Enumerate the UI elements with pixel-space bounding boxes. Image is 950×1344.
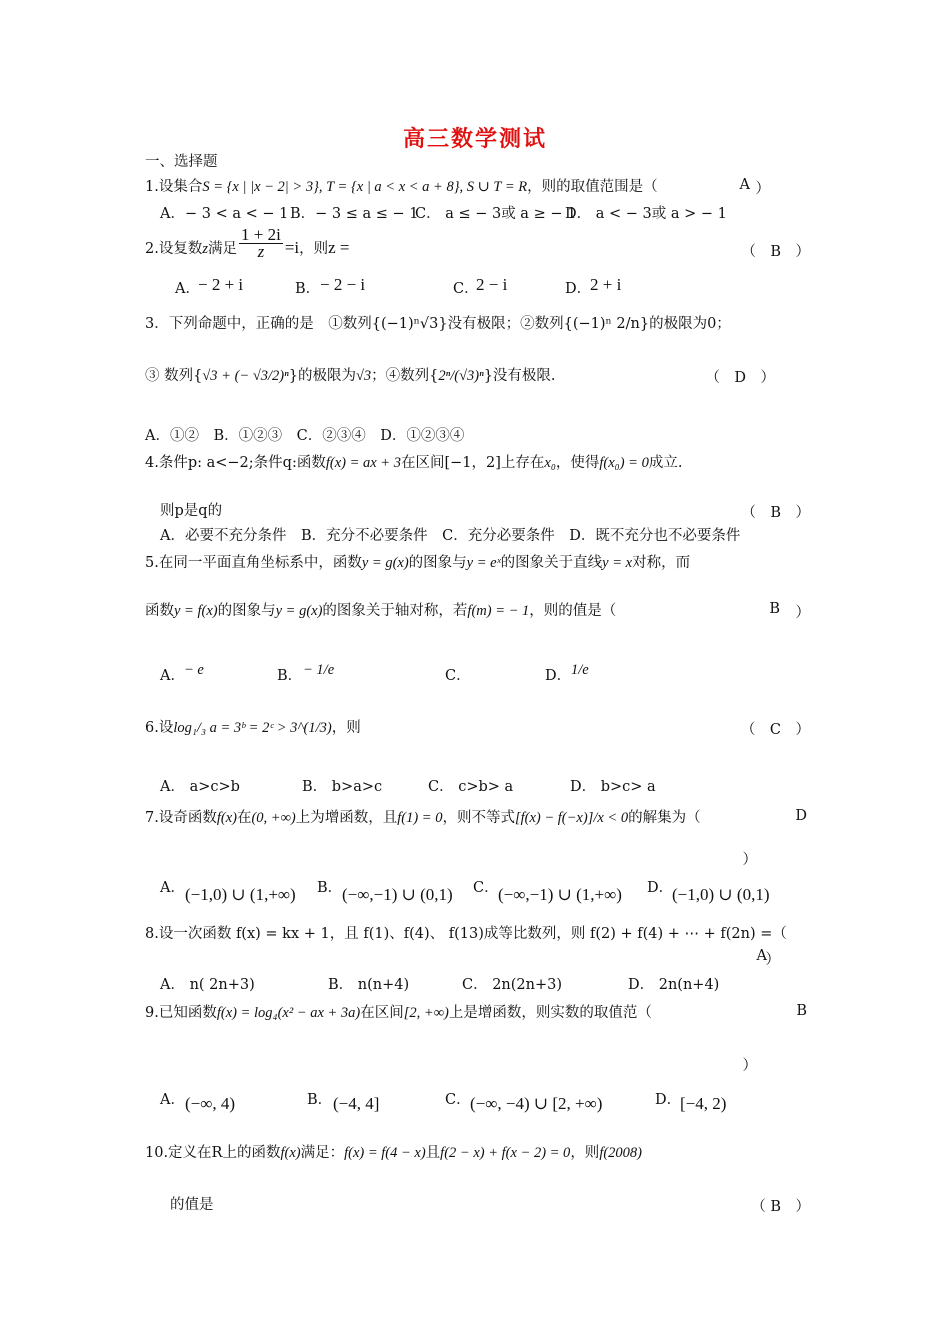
question-9-option-d: [−4, 2) bbox=[680, 1094, 727, 1113]
question-9-answer: B bbox=[796, 1003, 807, 1019]
question-5-option-c-label: C． bbox=[445, 668, 471, 684]
question-4-line-1: 4.条件p: a<−2;条件q:函数f(x) = ax + 3在区间[−1，2]上存在x₀，使得f(x₀) = 0成立. bbox=[145, 455, 683, 471]
question-10-line-2: 的值是 bbox=[170, 1197, 214, 1213]
question-3-line-2: ③ 数列{√3 + (− √3/2)ⁿ}的极限为√3；④数列{2ⁿ/(√3)ⁿ}没有极限. bbox=[145, 368, 556, 384]
question-1-option-d: D． a < − 3或 a > − 1 bbox=[565, 206, 727, 222]
question-6-option-a: A． a>c>b bbox=[160, 779, 240, 795]
question-8-answer-close: ） bbox=[765, 952, 780, 968]
question-9-option-b: (−4, 4] bbox=[333, 1094, 380, 1113]
question-7-option-d-label: D． bbox=[647, 880, 674, 896]
question-2-option-b: − 2 − i bbox=[320, 275, 366, 294]
question-7-option-d: (−1,0) ∪ (0,1) bbox=[672, 885, 770, 904]
question-2-fraction: $\frac{1 + 2i}{z}$ bbox=[241, 224, 281, 261]
question-9-option-d-label: D． bbox=[655, 1092, 682, 1108]
question-3-answer: （ D ） bbox=[705, 370, 775, 386]
question-1-stem: 1.设集合S = {x | |x − 2| > 3}, T = {x | a < x < a + 8}, S ∪ T = R，则的取值范围是（ bbox=[145, 179, 658, 195]
question-1-option-b: B．− 3 ≤ a ≤ − 1 bbox=[290, 206, 419, 222]
question-9-option-c: (−∞, −4) ∪ [2, +∞) bbox=[470, 1094, 603, 1113]
question-6-option-b: B． b>a>c bbox=[302, 779, 383, 795]
question-1-option-a: A．− 3 < a < − 1 bbox=[160, 206, 289, 222]
question-4-options: A．必要不充分条件 B．充分不必要条件 C．充分必要条件 D．既不充分也不必要条件 bbox=[160, 528, 741, 544]
question-10-answer: （ B ） bbox=[751, 1199, 810, 1215]
question-7-option-a: (−1,0) ∪ (1,+∞) bbox=[185, 885, 296, 904]
question-1-option-c: C． a ≤ − 3或 a ≥ − 1 bbox=[415, 206, 577, 222]
question-2-option-c: 2 − i bbox=[476, 275, 508, 294]
question-2-option-c-label: C． bbox=[453, 281, 479, 297]
question-2-option-b-label: B． bbox=[295, 281, 321, 297]
question-8-option-a: A． n( 2n+3) bbox=[160, 977, 255, 993]
question-6-option-c: C． c>b> a bbox=[428, 779, 514, 795]
question-9-option-a: (−∞, 4) bbox=[185, 1094, 236, 1113]
question-2-stem: 2.设复数z满足 $\frac{1 + 2i}{z}$ =i，则z = bbox=[145, 224, 350, 261]
question-8-option-d: D． 2n(n+4) bbox=[628, 977, 720, 993]
question-9-option-b-label: B． bbox=[307, 1092, 333, 1108]
question-1-answer-close: ） bbox=[755, 181, 770, 197]
question-8-answer: A bbox=[756, 948, 767, 964]
question-5-answer-close: ） bbox=[795, 605, 810, 621]
question-9-line-1: 9.已知函数f(x) = log₄(x² − ax + 3a)在区间[2, +∞)上是增函数，则实数的取值范（ bbox=[145, 1005, 652, 1021]
page-title: 高三数学测试 bbox=[402, 126, 547, 152]
question-5-option-a: − e bbox=[184, 662, 204, 678]
question-8-option-b: B． n(n+4) bbox=[328, 977, 410, 993]
section-heading: 一、选择题 bbox=[145, 154, 218, 170]
question-2-option-a-label: A． bbox=[175, 281, 200, 297]
question-7-answer-close: ） bbox=[742, 852, 757, 868]
question-5-line-2: 函数y = f(x)的图象与y = g(x)的图象关于轴对称，若f(m) = − 1，则的值是（ bbox=[145, 603, 617, 619]
question-3-line-1: 3．下列命题中，正确的是 ①数列{(−1)ⁿ√3}没有极限；②数列{(−1)ⁿ 2/n}的极限为0； bbox=[145, 316, 731, 332]
question-5-option-b: − 1/e bbox=[303, 662, 335, 678]
question-4-answer: （ B ） bbox=[741, 505, 810, 521]
question-9-option-a-label: A． bbox=[160, 1092, 185, 1108]
question-6-answer: （ C ） bbox=[740, 722, 810, 738]
question-2-option-d: 2 + i bbox=[590, 275, 622, 294]
question-5-option-a-label: A． bbox=[160, 668, 185, 684]
question-5-option-d: 1/e bbox=[571, 662, 589, 678]
question-5-option-d-label: D． bbox=[545, 668, 572, 684]
question-5-answer: B bbox=[769, 601, 780, 617]
question-6-option-d: D． b>c> a bbox=[570, 779, 656, 795]
question-8-option-c: C． 2n(2n+3) bbox=[462, 977, 563, 993]
question-2-answer: （ B ） bbox=[741, 244, 810, 260]
question-9-answer-close: ） bbox=[742, 1058, 757, 1074]
question-7-option-c: (−∞,−1) ∪ (1,+∞) bbox=[498, 885, 622, 904]
question-2-option-a: − 2 + i bbox=[198, 275, 244, 294]
question-4-line-2: 则p是q的 bbox=[160, 503, 223, 519]
question-10-line-1: 10.定义在R上的函数f(x)满足：f(x) = f(4 − x)且f(2 − x) + f(x − 2) = 0，则f(2008) bbox=[145, 1145, 642, 1161]
question-3-options: A．①② B．①②③ C．②③④ D．①②③④ bbox=[145, 428, 465, 444]
question-7-option-a-label: A． bbox=[160, 880, 185, 896]
question-7-line-1: 7.设奇函数f(x)在(0, +∞)上为增函数，且f(1) = 0，则不等式[f(x) − f(−x)]/x < 0的解集为（ bbox=[145, 810, 701, 826]
question-7-option-b-label: B． bbox=[317, 880, 343, 896]
question-2-option-d-label: D． bbox=[565, 281, 592, 297]
question-6-line-1: 6.设log₁/₃ a = 3ᵇ = 2ᶜ > 3^(1/3)，则 bbox=[145, 720, 361, 736]
question-9-option-c-label: C． bbox=[445, 1092, 471, 1108]
question-7-answer: D bbox=[795, 808, 807, 824]
question-5-option-b-label: B． bbox=[277, 668, 303, 684]
question-7-option-b: (−∞,−1) ∪ (0,1) bbox=[342, 885, 453, 904]
question-8-line-1: 8.设一次函数 f(x) = kx + 1，且 f(1)、f(4)、 f(13)成等比数列，则 f(2) + f(4) + ⋯ + f(2n) =（ bbox=[145, 926, 787, 942]
question-1-answer: A bbox=[739, 177, 750, 193]
question-7-option-c-label: C． bbox=[473, 880, 499, 896]
question-5-line-1: 5.在同一平面直角坐标系中，函数y = g(x)的图象与y = eˣ的图象关于直线y = x对称，而 bbox=[145, 555, 691, 571]
